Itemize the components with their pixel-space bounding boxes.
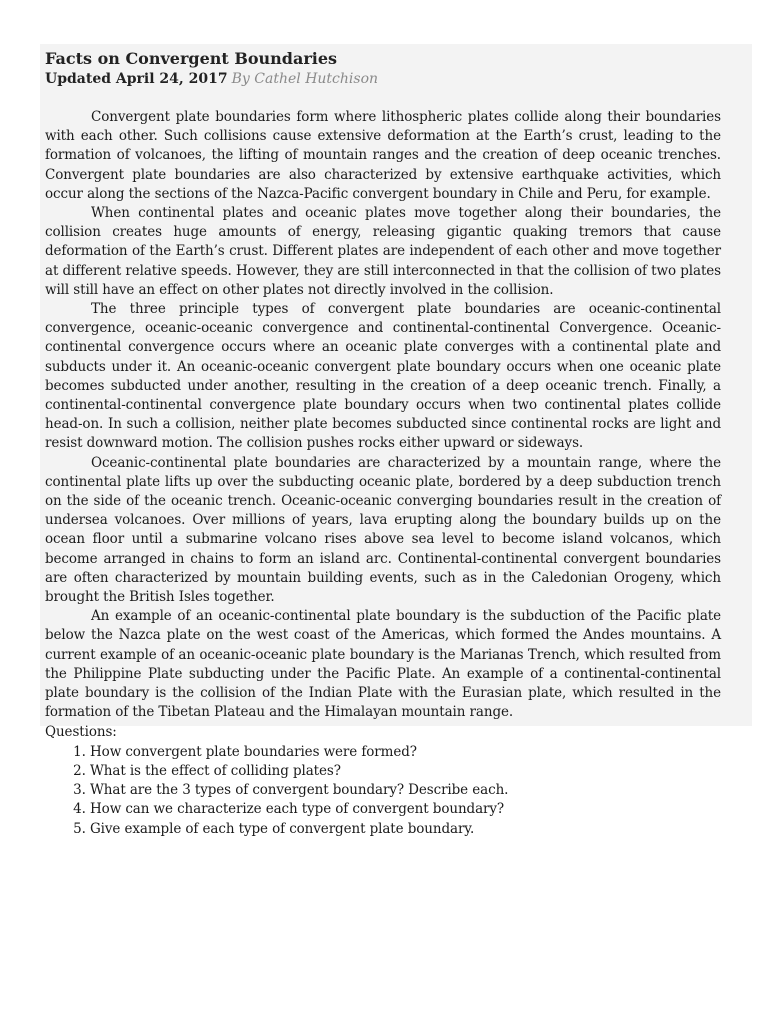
question-item: 4. How can we characterize each type of convergent boundary?: [90, 800, 721, 819]
updated-date: Updated April 24, 2017: [45, 71, 228, 87]
paragraph: The three principle types of convergent plate boundaries are oceanic-continental convergence, oceanic-oceanic convergence and continental-continental Convergence. Oceanic-continental convergence occurs where an oceanic plate converges with a continental plate and subducts under it. An oceanic-oceanic convergent plate boundary occurs when one oceanic plate becomes subducted under another, resulting in the creation of a deep oceanic trench. Finally, a continental-continental convergence plate boundary occurs when two continental plates collide head-on. In such a collision, neither plate becomes subducted since continental rocks are light and resist downward motion. The collision pushes rocks either upward or sideways.: [45, 301, 721, 452]
paragraph: Oceanic-continental plate boundaries are characterized by a mountain range, where the continental plate lifts up over the subducting oceanic plate, bordered by a deep subduction trench on the side of the oceanic trench. Oceanic-oceanic converging boundaries result in the creation of undersea volcanoes. Over millions of years, lava erupting along the boundary builds up on the ocean floor until a submarine volcano rises above sea level to become island volcanos, which become arranged in chains to form an island arc. Continental-continental convergent boundaries are often characterized by mountain building events, such as in the Caledonian Orogeny, which brought the British Isles together.: [45, 454, 721, 606]
question-item: 1. How convergent plate boundaries were formed?: [90, 743, 721, 762]
paragraph: Convergent plate boundaries form where lithospheric plates collide along their boundaries with each other. Such collisions cause extensive deformation at the Earth’s crust, leading to the formation of volcanoes, the lifting of mountain ranges and the creation of deep oceanic trenches. Convergent plate boundaries are also characterized by extensive earthquake activities, which occur along the sections of the Nazca-Pacific convergent boundary in Chile and Peru, for example.: [45, 109, 721, 202]
question-item: 2. What is the effect of colliding plates?: [90, 762, 721, 781]
document-meta: [45, 70, 721, 88]
paragraph: An example of an oceanic-continental plate boundary is the subduction of the Pacific plate below the Nazca plate on the west coast of the Americas, which formed the Andes mountains. A current example of an oceanic-oceanic plate boundary is the Marianas Trench, which resulted from the Philippine Plate subducting under the Pacific Plate. An example of a continental-continental plate boundary is the collision of the Indian Plate with the Eurasian plate, which resulted in the formation of the Tibetan Plateau and the Himalayan mountain range.: [45, 608, 721, 721]
paragraph: When continental plates and oceanic plates move together along their boundaries, the collision creates huge amounts of energy, releasing gigantic quaking tremors that cause deformation of the Earth’s crust. Different plates are independent of each other and move together at different relative speeds. However, they are still interconnected in that the collision of two plates will still have an effect on other plates not directly involved in the collision.: [45, 205, 721, 298]
question-item: 5. Give example of each type of convergent plate boundary.: [90, 820, 721, 839]
questions-heading: Questions:: [45, 723, 117, 740]
document-title: Facts on Convergent Boundaries: [45, 49, 338, 68]
document-content: [45, 48, 721, 839]
questions-list: [45, 743, 721, 839]
question-item: 3. What are the 3 types of convergent boundary? Describe each.: [90, 781, 721, 800]
article-body: [45, 108, 721, 839]
author-byline: By Cathel Hutchison: [231, 71, 379, 87]
